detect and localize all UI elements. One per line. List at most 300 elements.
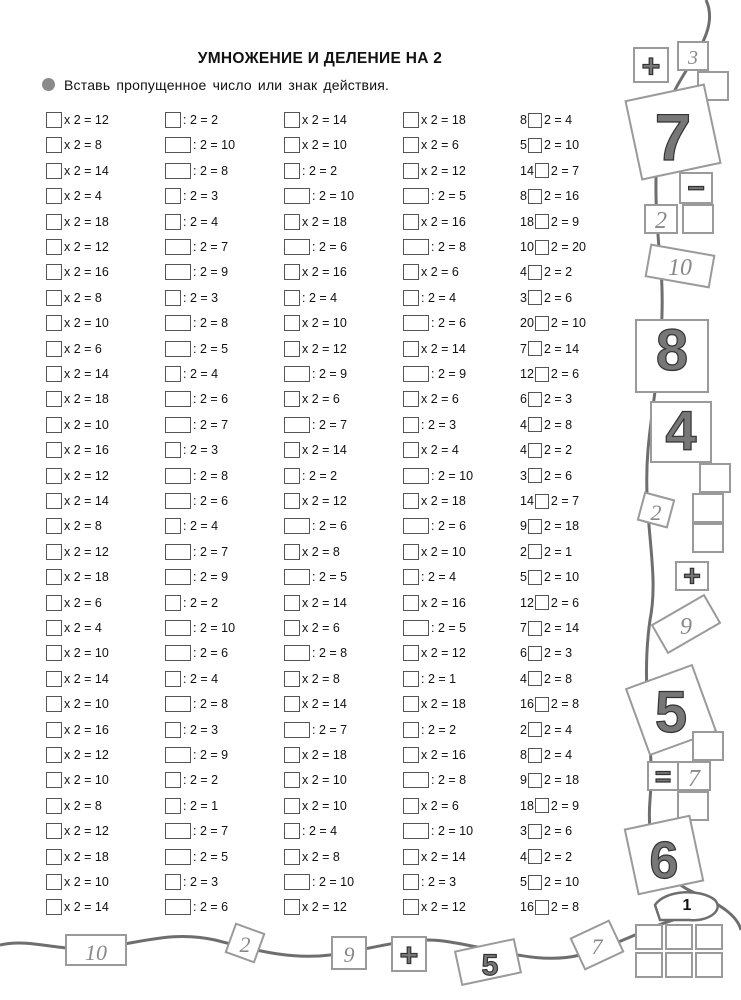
answer-box[interactable] — [284, 722, 310, 738]
answer-box[interactable] — [46, 366, 62, 382]
exercise-row — [284, 797, 347, 815]
answer-sign-box[interactable] — [528, 113, 542, 128]
equation-text: x 2 = 10 — [64, 697, 109, 712]
answer-box[interactable] — [46, 188, 62, 204]
answer-box[interactable] — [46, 137, 62, 153]
answer-box[interactable] — [403, 569, 419, 585]
answer-box[interactable] — [46, 112, 62, 128]
exercise-row — [165, 848, 228, 866]
answer-box[interactable] — [403, 239, 429, 255]
answer-box[interactable] — [165, 214, 181, 230]
equation-text: x 2 = 12 — [421, 900, 466, 915]
given-number: 6 — [520, 646, 527, 661]
equation-text: 2 = 10 — [543, 875, 580, 889]
answer-sign-box[interactable] — [528, 468, 542, 483]
equation-text: 2 = 7 — [550, 494, 580, 508]
given-number: 7 — [520, 621, 527, 635]
answer-box[interactable] — [284, 163, 300, 179]
answer-box[interactable] — [284, 518, 310, 534]
answer-box[interactable] — [46, 772, 62, 788]
equation-text: x 2 = 12 — [421, 646, 466, 661]
exercise-row — [284, 340, 347, 358]
answer-sign-box[interactable] — [528, 773, 542, 788]
equation-text: x 2 = 10 — [302, 138, 347, 153]
equation-text: x 2 = 18 — [64, 392, 109, 407]
equation-text: x 2 = 14 — [64, 900, 109, 915]
exercise-row — [46, 213, 109, 231]
equation-text: : 2 = 8 — [431, 240, 467, 254]
answer-box[interactable] — [165, 442, 181, 458]
answer-box[interactable] — [403, 544, 419, 560]
answer-box[interactable] — [403, 163, 419, 179]
answer-box[interactable] — [165, 772, 181, 788]
answer-box[interactable] — [403, 137, 419, 153]
answer-box[interactable] — [165, 620, 191, 636]
equation-text: x 2 = 12 — [302, 341, 347, 356]
exercise-row — [165, 517, 218, 535]
answer-box[interactable] — [284, 188, 310, 204]
exercise-row — [403, 543, 466, 561]
answer-box[interactable] — [165, 290, 181, 306]
answer-box[interactable] — [403, 290, 419, 306]
exercise-row — [403, 873, 456, 891]
answer-sign-box[interactable] — [535, 316, 549, 331]
exercise-row — [165, 111, 218, 129]
answer-box[interactable] — [403, 264, 419, 280]
exercise-row — [520, 238, 586, 256]
answer-box[interactable] — [284, 290, 300, 306]
equation-text: x 2 = 16 — [64, 443, 109, 458]
exercise-row — [46, 517, 102, 535]
number-10-glyph: 10 — [85, 940, 107, 965]
equation-text: x 2 = 8 — [64, 290, 102, 305]
answer-sign-box[interactable] — [535, 697, 549, 712]
answer-box[interactable] — [165, 569, 191, 585]
exercise-row — [284, 619, 340, 637]
answer-box[interactable] — [46, 899, 62, 915]
answer-box[interactable] — [403, 696, 419, 712]
exercise-row — [165, 543, 228, 561]
answer-box[interactable] — [165, 823, 191, 839]
answer-box[interactable] — [284, 112, 300, 128]
answer-box[interactable] — [46, 264, 62, 280]
given-number: 8 — [520, 189, 527, 204]
exercise-row — [284, 771, 347, 789]
answer-box[interactable] — [46, 417, 62, 433]
answer-box[interactable] — [284, 468, 300, 484]
answer-box[interactable] — [403, 442, 419, 458]
equation-text: 2 = 1 — [543, 544, 573, 559]
answer-box[interactable] — [284, 391, 300, 407]
answer-box[interactable] — [284, 620, 300, 636]
answer-sign-box[interactable] — [535, 798, 549, 813]
digit-5-glyph: 5 — [481, 949, 499, 982]
answer-box[interactable] — [165, 493, 191, 509]
answer-sign-box[interactable] — [535, 900, 549, 915]
equation-text: : 2 = 1 — [421, 671, 457, 686]
answer-box[interactable] — [165, 163, 191, 179]
exercise-row — [284, 670, 340, 688]
equation-text: 2 = 2 — [543, 443, 573, 458]
exercise-row — [403, 822, 473, 840]
answer-box[interactable] — [46, 798, 62, 814]
answer-box[interactable] — [284, 214, 300, 230]
answer-box[interactable] — [284, 899, 300, 915]
answer-box[interactable] — [46, 442, 62, 458]
equation-text: : 2 = 9 — [312, 367, 348, 381]
exercise-row — [165, 467, 228, 485]
digit-8-glyph: 8 — [655, 318, 689, 383]
answer-box[interactable] — [403, 722, 419, 738]
answer-box[interactable] — [46, 747, 62, 763]
answer-box[interactable] — [284, 849, 300, 865]
exercise-row — [165, 619, 235, 637]
answer-box[interactable] — [284, 671, 300, 687]
equation-text: x 2 = 14 — [302, 113, 347, 127]
given-number: 16 — [520, 697, 534, 712]
given-number: 10 — [520, 240, 534, 254]
answer-box[interactable] — [403, 849, 419, 865]
exercise-row — [46, 263, 109, 281]
answer-box[interactable] — [403, 417, 419, 433]
exercise-row — [165, 213, 218, 231]
answer-box[interactable] — [403, 899, 419, 915]
answer-box[interactable] — [165, 341, 191, 357]
exercise-row — [520, 670, 572, 688]
answer-box[interactable] — [284, 645, 310, 661]
exercise-row — [46, 898, 109, 916]
equation-text: 2 = 20 — [550, 240, 587, 254]
equation-text: x 2 = 18 — [421, 494, 466, 508]
exercise-row — [284, 467, 337, 485]
answer-box[interactable] — [284, 696, 300, 712]
equation-text: 2 = 3 — [543, 392, 573, 407]
answer-sign-box[interactable] — [528, 519, 542, 534]
answer-box[interactable] — [284, 417, 310, 433]
answer-box[interactable] — [46, 569, 62, 585]
answer-box[interactable] — [165, 595, 181, 611]
answer-box[interactable] — [165, 468, 191, 484]
answer-box[interactable] — [46, 163, 62, 179]
answer-box[interactable] — [46, 671, 62, 687]
equation-text: x 2 = 12 — [64, 240, 109, 254]
given-number: 2 — [520, 544, 527, 559]
answer-box[interactable] — [403, 315, 429, 331]
exercise-row — [520, 721, 572, 739]
answer-box[interactable] — [284, 239, 310, 255]
equation-text: x 2 = 6 — [64, 595, 102, 610]
equation-text: x 2 = 18 — [64, 849, 109, 864]
answer-box[interactable] — [165, 849, 191, 865]
answer-box[interactable] — [165, 722, 181, 738]
answer-box[interactable] — [46, 722, 62, 738]
answer-box[interactable] — [284, 772, 300, 788]
exercise-row — [520, 797, 579, 815]
bullet-icon — [42, 78, 55, 91]
exercise-row — [520, 467, 572, 485]
answer-box[interactable] — [46, 518, 62, 534]
answer-sign-box[interactable] — [528, 824, 542, 839]
answer-sign-box[interactable] — [528, 621, 542, 636]
answer-box[interactable] — [46, 696, 62, 712]
exercise-row — [165, 797, 218, 815]
exercise-row — [403, 263, 459, 281]
exercise-row — [284, 289, 337, 307]
exercise-row — [284, 517, 347, 535]
equation-text: : 2 = 5 — [193, 849, 229, 864]
equation-text: : 2 = 5 — [431, 621, 467, 635]
answer-box[interactable] — [165, 417, 191, 433]
answer-box[interactable] — [165, 544, 191, 560]
answer-box[interactable] — [403, 341, 419, 357]
answer-box[interactable] — [165, 391, 191, 407]
answer-box[interactable] — [403, 874, 419, 890]
equation-text: x 2 = 14 — [421, 341, 466, 356]
answer-box[interactable] — [403, 671, 419, 687]
answer-box[interactable] — [284, 366, 310, 382]
answer-box[interactable] — [403, 468, 429, 484]
answer-sign-box[interactable] — [535, 595, 549, 610]
answer-box[interactable] — [165, 315, 191, 331]
equation-text: : 2 = 8 — [193, 316, 229, 331]
answer-sign-box[interactable] — [528, 646, 542, 661]
equation-text: x 2 = 18 — [302, 748, 347, 762]
answer-box[interactable] — [46, 493, 62, 509]
exercise-row — [46, 873, 109, 891]
answer-box[interactable] — [165, 696, 191, 712]
answer-box[interactable] — [165, 366, 181, 382]
page-title: УМНОЖЕНИЕ И ДЕЛЕНИЕ НА 2 — [197, 50, 443, 67]
answer-box[interactable] — [403, 823, 429, 839]
answer-box[interactable] — [46, 620, 62, 636]
equation-text: x 2 = 10 — [302, 773, 347, 788]
digit-2-glyph: 2 — [650, 500, 662, 525]
answer-box[interactable] — [284, 569, 310, 585]
exercise-row — [403, 746, 466, 764]
exercise-row — [165, 340, 228, 358]
exercise-row — [403, 644, 466, 662]
answer-sign-box[interactable] — [528, 570, 542, 585]
equation-text: x 2 = 6 — [421, 392, 459, 407]
answer-box[interactable] — [403, 188, 429, 204]
answer-sign-box[interactable] — [528, 443, 542, 458]
answer-box[interactable] — [403, 493, 419, 509]
answer-sign-box[interactable] — [528, 189, 542, 204]
exercise-row — [165, 416, 228, 434]
digit-5-glyph: 5 — [654, 680, 688, 745]
equation-text: x 2 = 10 — [64, 646, 109, 661]
equation-text: 2 = 14 — [543, 621, 580, 635]
answer-box[interactable] — [403, 595, 419, 611]
exercise-row — [165, 873, 218, 891]
equation-text: : 2 = 2 — [183, 773, 219, 788]
answer-box[interactable] — [403, 772, 429, 788]
given-number: 2 — [520, 722, 527, 737]
answer-sign-box[interactable] — [535, 163, 549, 178]
given-number: 6 — [520, 392, 527, 407]
equation-text: : 2 = 3 — [421, 417, 457, 432]
answer-box[interactable] — [165, 137, 191, 153]
answer-box[interactable] — [403, 798, 419, 814]
exercise-row — [46, 619, 102, 637]
exercise-row — [165, 365, 218, 383]
answer-sign-box[interactable] — [528, 748, 542, 763]
equation-text: : 2 = 7 — [193, 824, 229, 839]
exercise-row — [284, 238, 347, 256]
answer-box[interactable] — [403, 391, 419, 407]
answer-sign-box[interactable] — [528, 290, 542, 305]
instruction — [42, 77, 389, 93]
answer-sign-box[interactable] — [528, 138, 542, 153]
answer-sign-box[interactable] — [528, 417, 542, 432]
equation-text: x 2 = 18 — [64, 570, 109, 585]
answer-box[interactable] — [284, 493, 300, 509]
answer-box[interactable] — [403, 645, 419, 661]
exercise-row — [46, 416, 109, 434]
equation-text: x 2 = 6 — [421, 798, 459, 813]
equation-text: x 2 = 4 — [421, 443, 459, 458]
exercise-row — [165, 289, 218, 307]
answer-box[interactable] — [165, 671, 181, 687]
answer-sign-box[interactable] — [528, 875, 542, 890]
exercise-row — [284, 721, 347, 739]
answer-box[interactable] — [46, 391, 62, 407]
exercise-row — [46, 314, 109, 332]
exercise-row — [403, 594, 466, 612]
answer-box[interactable] — [284, 874, 310, 890]
digit-4-glyph: 4 — [665, 399, 697, 462]
given-number: 4 — [520, 265, 527, 280]
answer-box[interactable] — [165, 874, 181, 890]
exercise-row — [403, 136, 459, 154]
answer-box[interactable] — [46, 315, 62, 331]
answer-box[interactable] — [165, 645, 191, 661]
exercise-row — [284, 543, 340, 561]
answer-box[interactable] — [284, 747, 300, 763]
digit-7-glyph: 7 — [688, 766, 700, 792]
answer-sign-box[interactable] — [528, 341, 542, 356]
equation-text: x 2 = 4 — [64, 621, 102, 635]
equation-text: : 2 = 6 — [193, 646, 229, 661]
equation-text: x 2 = 8 — [302, 544, 340, 559]
equation-text: : 2 = 10 — [312, 875, 355, 889]
answer-box[interactable] — [165, 518, 181, 534]
answer-box[interactable] — [46, 595, 62, 611]
exercise-row — [46, 340, 102, 358]
equation-text: : 2 = 10 — [193, 621, 236, 635]
answer-box[interactable] — [165, 188, 181, 204]
answer-box[interactable] — [46, 874, 62, 890]
exercise-row — [520, 162, 579, 180]
equation-text: x 2 = 10 — [64, 316, 109, 331]
answer-box[interactable] — [284, 798, 300, 814]
equation-text: 2 = 10 — [550, 316, 587, 331]
answer-box[interactable] — [165, 112, 181, 128]
answer-box[interactable] — [46, 341, 62, 357]
answer-sign-box[interactable] — [528, 544, 542, 559]
answer-sign-box[interactable] — [528, 722, 542, 737]
answer-box[interactable] — [165, 798, 181, 814]
digit-7-glyph: 7 — [591, 934, 603, 959]
answer-sign-box[interactable] — [528, 849, 542, 864]
answer-box[interactable] — [165, 747, 191, 763]
answer-box[interactable] — [284, 137, 300, 153]
answer-sign-box[interactable] — [528, 671, 542, 686]
exercise-row — [46, 543, 109, 561]
answer-sign-box[interactable] — [535, 214, 549, 229]
exercise-row — [46, 492, 109, 510]
answer-box[interactable] — [46, 239, 62, 255]
plus-glyph: + — [641, 48, 661, 84]
answer-box[interactable] — [403, 620, 429, 636]
exercise-row — [284, 568, 347, 586]
answer-sign-box[interactable] — [535, 240, 549, 255]
answer-box[interactable] — [403, 112, 419, 128]
digit-9-glyph: 9 — [343, 942, 355, 967]
given-number: 7 — [520, 341, 527, 356]
answer-sign-box[interactable] — [535, 367, 549, 382]
answer-sign-box[interactable] — [528, 392, 542, 407]
answer-box[interactable] — [46, 849, 62, 865]
exercise-row — [403, 441, 459, 459]
answer-box[interactable] — [403, 747, 419, 763]
given-number: 14 — [520, 163, 534, 178]
equation-text: x 2 = 6 — [302, 392, 340, 407]
equation-text: x 2 = 12 — [64, 748, 109, 762]
answer-box[interactable] — [165, 899, 191, 915]
answer-box[interactable] — [46, 214, 62, 230]
answer-box[interactable] — [46, 290, 62, 306]
exercise-row — [520, 136, 579, 154]
answer-box[interactable] — [165, 264, 191, 280]
answer-sign-box[interactable] — [535, 494, 549, 509]
given-number: 12 — [520, 595, 534, 610]
answer-box[interactable] — [46, 645, 62, 661]
exercise-row — [284, 111, 347, 129]
answer-box[interactable] — [284, 544, 300, 560]
exercise-row — [403, 619, 466, 637]
exercise-row — [165, 238, 228, 256]
answer-box[interactable] — [165, 239, 191, 255]
equation-text: 2 = 10 — [543, 570, 580, 585]
exercise-row — [403, 467, 473, 485]
equation-text: : 2 = 10 — [431, 824, 474, 839]
answer-box[interactable] — [403, 518, 429, 534]
equation-text: x 2 = 8 — [64, 138, 102, 153]
page-number: 1 — [682, 897, 692, 914]
answer-box[interactable] — [284, 341, 300, 357]
answer-box[interactable] — [403, 214, 419, 230]
answer-box[interactable] — [284, 595, 300, 611]
answer-box[interactable] — [284, 315, 300, 331]
equation-text: 2 = 18 — [543, 519, 580, 534]
answer-box[interactable] — [46, 544, 62, 560]
equation-text: x 2 = 12 — [64, 113, 109, 127]
equation-text: : 2 = 6 — [431, 519, 467, 534]
equation-text: : 2 = 3 — [183, 722, 219, 737]
answer-box[interactable] — [46, 468, 62, 484]
answer-box[interactable] — [403, 366, 429, 382]
exercise-row — [46, 238, 109, 256]
answer-sign-box[interactable] — [528, 265, 542, 280]
equation-text: : 2 = 8 — [193, 697, 229, 712]
answer-box[interactable] — [284, 264, 300, 280]
equation-text: 2 = 9 — [550, 214, 580, 229]
answer-box[interactable] — [46, 823, 62, 839]
answer-box[interactable] — [284, 442, 300, 458]
equation-text: x 2 = 10 — [64, 417, 109, 432]
answer-box[interactable] — [284, 823, 300, 839]
